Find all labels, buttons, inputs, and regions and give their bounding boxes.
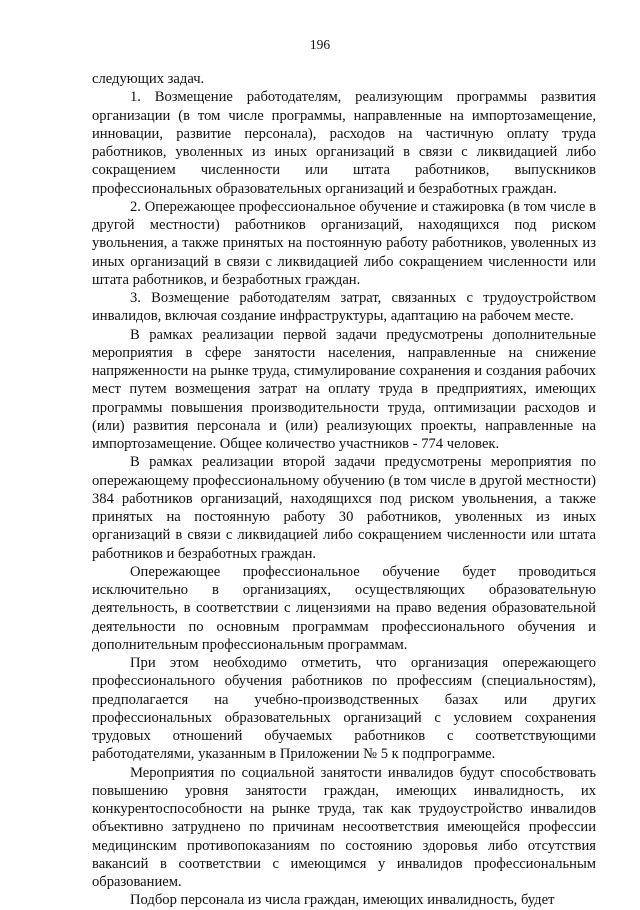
paragraph-disabled-employment: Мероприятия по социальной занятости инвалидов будут способствовать повышению уровня занятости граждан, имеющих инвалидность, их конкурентоспособности на рынке труда, так как трудоустройство инвалидов объективно затруднено по причинам несоответствия имеющейся профессии медицинским противопоказаниям по состоянию здоровья либо отсутствия вакансий в соответствии с имеющимся у инвалидов профессиональным образованием. [92, 764, 596, 890]
paragraph-advance-training: Опережающее профессиональное обучение будет проводиться исключительно в организациях, осуществляющих образовательную деятельность, в соответствии с лицензиями на право ведения образовательной деятельности по основным программам профессионального обучения и дополнительным профессиональным программам. [92, 563, 596, 653]
paragraph-second-task-details: В рамках реализации второй задачи предусмотрены мероприятия по опережающему профессиональному обучению (в том числе в другой местности) 384 работников организаций, находящихся под риском увольнения, а также принятых на постоянную работу 30 работников, уволенных из иных организаций в связи с ликвидацией либо сокращением численности или штата работников и безработных граждан. [92, 454, 596, 562]
paragraph-continuation: следующих задач. [92, 71, 205, 87]
paragraph-task-3: 3. Возмещение работодателям затрат, связанных с трудоустройством инвалидов, включая создание инфраструктуры, адаптацию на рабочем месте. [92, 290, 596, 325]
paragraph-task-1: 1. Возмещение работодателям, реализующим программы развития организации (в том числе программы, направленные на импортозамещение, инновации, развитие персонала), расходов на частичную оплату труда работников, уволенных из иных организаций в связи с ликвидацией либо сокращением численности или штата работников, выпускников профессиональных образовательных организаций и безработных граждан. [92, 89, 596, 197]
page-number: 196 [309, 37, 331, 52]
paragraph-staff-selection: Подбор персонала из числа граждан, имеющих инвалидность, будет [130, 892, 555, 909]
paragraph-first-task-details: В рамках реализации первой задачи предусмотрены дополнительные мероприятия в сфере занятости населения, направленные на снижение напряженности на рынке труда, стимулирование сохранения и создания рабочих мест путем возмещения затрат на оплату труда в предприятиях, имеющих программы повышения производительности труда, оптимизации расходов и (или) развития персонала и (или) реализующих проекты, направленные на импортозамещение. Общее количество участников - 774 человек. [92, 326, 596, 452]
document-body [92, 70, 596, 910]
paragraph-training-organization: При этом необходимо отметить, что организация опережающего профессионального обучения работников по профессиям (специальностям), предполагается на учебно-производственных базах или других профессиональных образовательных организаций с условием сохранения трудовых отношений обучаемых работников с соответствующими работодателями, указанным в Приложении № 5 к подпрограмме. [92, 655, 596, 763]
paragraph-task-2: 2. Опережающее профессиональное обучение и стажировка (в том числе в другой местности) работников организаций, находящихся под риском увольнения, а также принятых на постоянную работу работников, уволенных из иных организаций в связи с ликвидацией либо сокращением численности или штата работников, и безработных граждан. [92, 198, 596, 288]
